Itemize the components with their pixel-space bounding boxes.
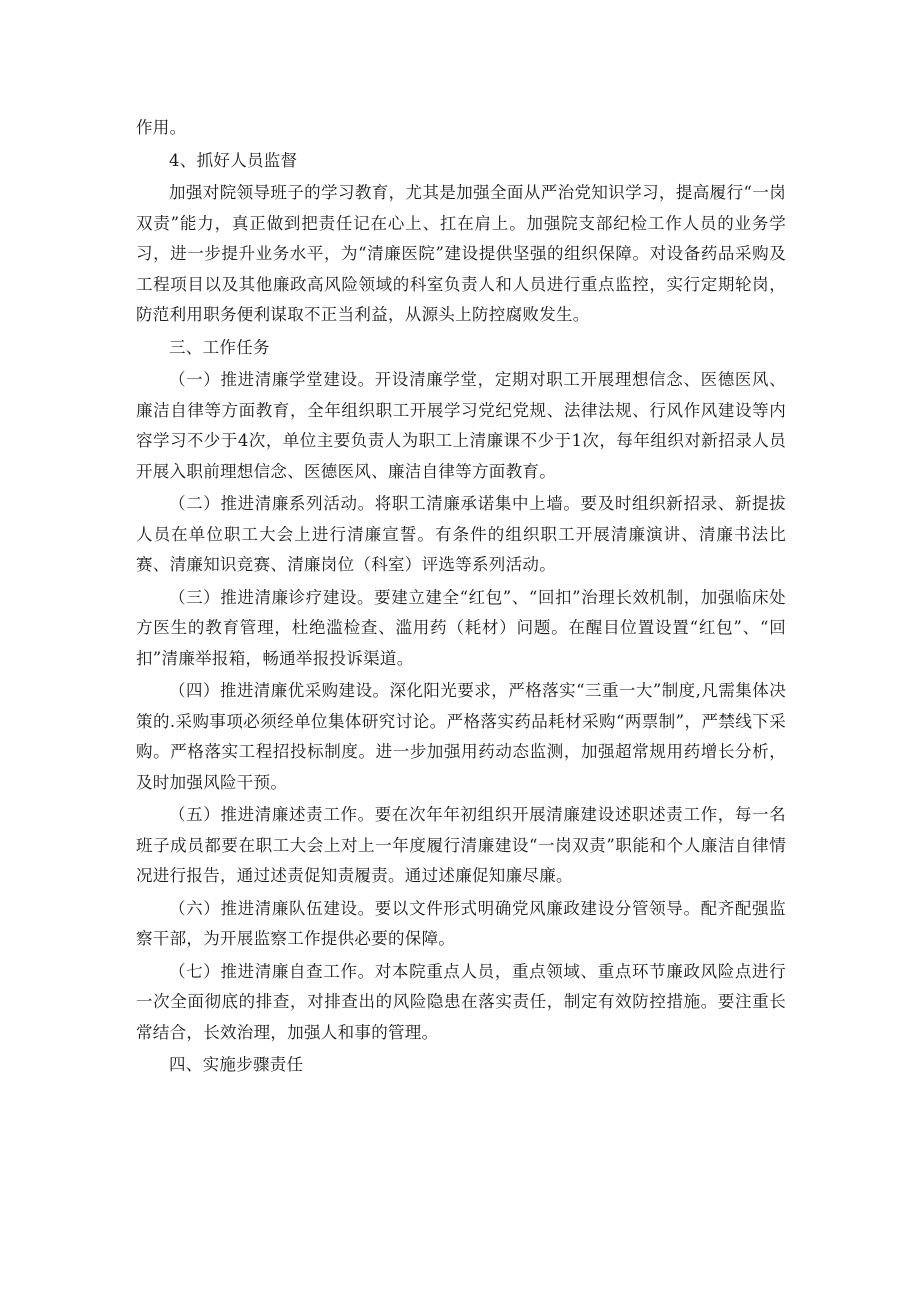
paragraph-task-2: （二）推进清廉系列活动。将职工清廉承诺集中上墙。要及时组织新招录、新提拔人员在单位职工大会上进行清廉宣誓。有条件的组织职工开展清廉演讲、清廉书法比赛、清廉知识竞赛、清廉岗位（科室）评选等系列活动。 [136, 494, 786, 574]
paragraph-continuation: 作用。 [136, 118, 187, 137]
paragraph-task-4: （四）推进清廉优采购建设。深化阳光要求，严格落实“三重一大”制度,凡需集体决策的.采购事项必须经单位集体研究讨论。严格落实药品耗材采购“两票制”，严禁线下采购。严格落实工程招投标制度。进一步加强用药动态监测，加强超常规用药增长分析，及时加强风险干预。 [136, 681, 786, 792]
paragraph-task-1: （一）推进清廉学堂建设。开设清廉学堂，定期对职工开展理想信念、医德医风、廉洁自律等方面教育，全年组织职工开展学习党纪党规、法律法规、行风作风建设等内容学习不少于4次，单位主要负责人为职工上清廉课不少于1次，每年组织对新招录人员开展入职前理想信念、医德医风、廉洁自律等方面教育。 [136, 370, 786, 481]
paragraph-task-6: （六）推进清廉队伍建设。要以文件形式明确党风廉政建设分管领导。配齐配强监察干部，为开展监察工作提供必要的保障。 [136, 898, 786, 948]
paragraph-task-3: （三）推进清廉诊疗建设。要建立建全“红包”、“回扣”治理长效机制，加强临床处方医生的教育管理，杜绝滥检查、滥用药（耗材）问题。在醒目位置设置“红包”、“回扣”清廉举报箱，畅通举报投诉渠道。 [136, 587, 786, 668]
paragraph-task-5: （五）推进清廉述责工作。要在次年年初组织开展清廉建设述职述责工作，每一名班子成员都要在职工大会上对上一年度履行清廉建设“一岗双责”职能和个人廉洁自律情况进行报告，通过述责促知责履责。通过述廉促知廉尽廉。 [136, 805, 786, 885]
heading-implementation-steps: 四、实施步骤责任 [169, 1055, 304, 1074]
heading-work-tasks: 三、工作任务 [169, 337, 270, 357]
document-body [136, 113, 786, 1083]
paragraph-task-7: （七）推进清廉自查工作。对本院重点人员，重点领域、重点环节廉政风险点进行一次全面彻底的排查，对排查出的风险隐患在落实责任，制定有效防控措施。要注重长常结合，长效治理，加强人和事的管理。 [136, 961, 786, 1042]
paragraph-personnel-supervision: 加强对院领导班子的学习教育，尤其是加强全面从严治党知识学习，提高履行“一岗双责”能力，真正做到把责任记在心上、扛在肩上。加强院支部纪检工作人员的业务学习，进一步提升业务水平，为“清廉医院”建设提供坚强的组织保障。对设备药品采购及工程项目以及其他廉政高风险领域的科室负责人和人员进行重点监控，实行定期轮岗，防范利用职务便利谋取不正当利益，从源头上防控腐败发生。 [136, 183, 786, 324]
heading-personnel-supervision: 4、抓好人员监督 [169, 150, 298, 170]
